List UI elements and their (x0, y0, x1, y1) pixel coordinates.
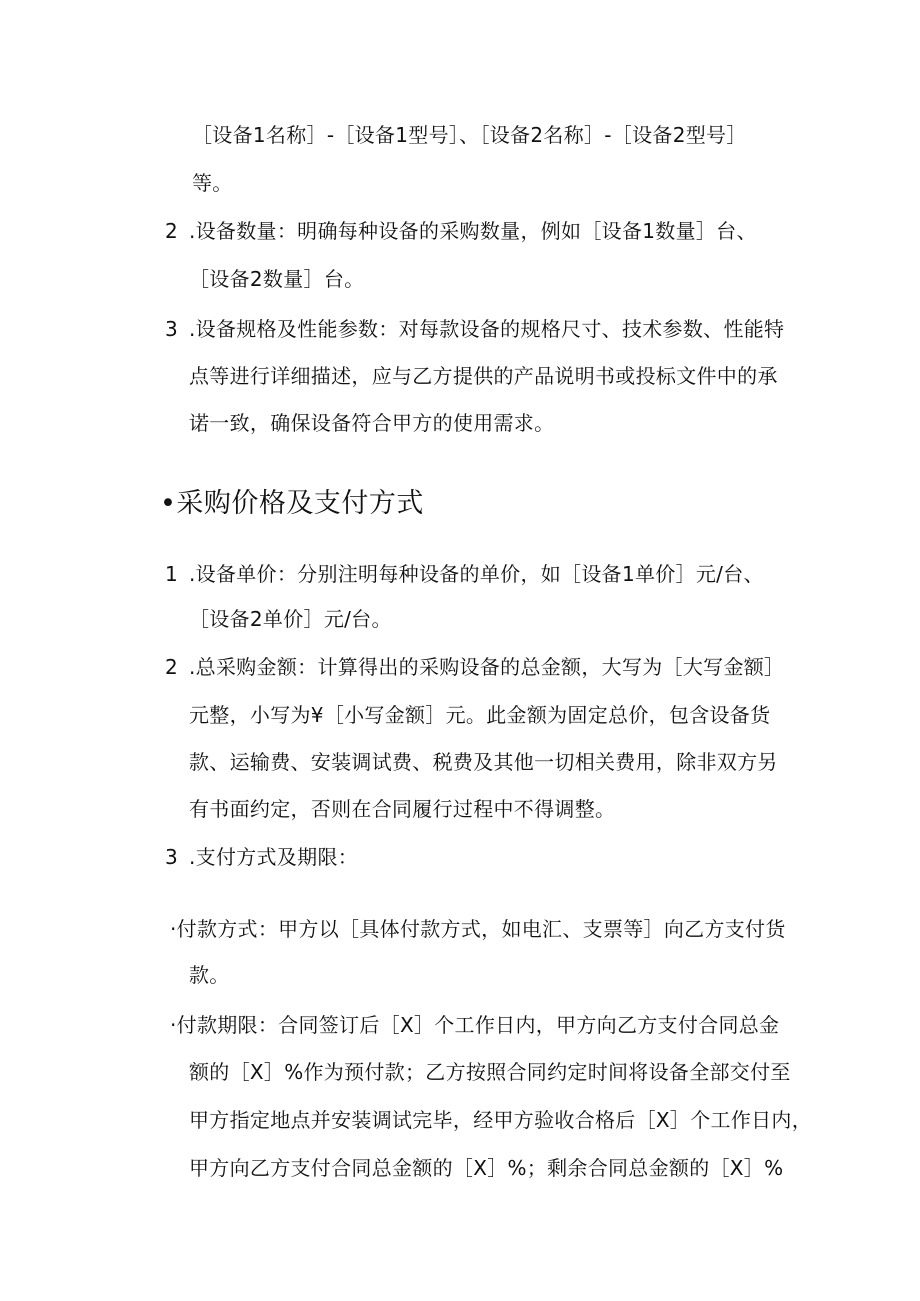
list-item-total-amount-cont: 元整，小写为¥［小写金额］元。此金额为固定总价，包含设备货 (189, 703, 771, 727)
device-list-line-end: 等。 (192, 171, 233, 195)
bullet-payment-schedule-cont: 甲方指定地点并安装调试完毕，经甲方验收合格后［X］个工作日内， (189, 1108, 813, 1132)
list-item-unit-price (165, 560, 764, 588)
list-item-total-amount-cont: 有书面约定，否则在合同履行过程中不得调整。 (189, 797, 616, 821)
list-item-quantity (165, 217, 757, 245)
list-number: 3 (165, 317, 179, 341)
list-item-quantity-cont: ［设备2数量］台。 (189, 267, 365, 291)
list-text: .设备规格及性能参数：对每款设备的规格尺寸、技术参数、性能特 (189, 317, 785, 341)
bullet-payment-method-cont: 款。 (189, 963, 230, 987)
bullet-payment-schedule: ·付款期限：合同签订后［X］个工作日内，甲方向乙方支付合同总金 (170, 1013, 780, 1037)
section-heading: •采购价格及支付方式 (160, 488, 424, 519)
device-list-line: ［设备1名称］-［设备1型号］、［设备2名称］-［设备2型号］ (192, 123, 747, 147)
list-number: 1 (165, 562, 179, 586)
list-item-specs-cont: 点等进行详细描述，应与乙方提供的产品说明书或投标文件中的承 (189, 364, 778, 388)
list-text: .设备数量：明确每种设备的采购数量，例如［设备1数量］台、 (189, 219, 757, 243)
list-item-total-amount (165, 653, 784, 681)
list-number: 2 (165, 219, 179, 243)
list-item-specs (165, 315, 784, 343)
list-item-payment-terms (165, 843, 358, 871)
list-text: .支付方式及期限： (189, 845, 359, 869)
bullet-payment-method: ·付款方式：甲方以［具体付款方式，如电汇、支票等］向乙方支付货 (170, 917, 786, 941)
list-number: 2 (165, 655, 179, 679)
list-item-total-amount-cont: 款、运输费、安装调试费、税费及其他一切相关费用，除非双方另 (189, 750, 778, 774)
list-text: .设备单价：分别注明每种设备的单价，如［设备1单价］元/台、 (189, 562, 764, 586)
bullet-payment-schedule-cont: 甲方向乙方支付合同总金额的［X］%；剩余合同总金额的［X］% (189, 1156, 784, 1180)
bullet-payment-schedule-cont: 额的［X］%作为预付款；乙方按照合同约定时间将设备全部交付至 (189, 1060, 791, 1084)
list-number: 3 (165, 845, 179, 869)
list-text: .总采购金额：计算得出的采购设备的总金额，大写为［大写金额］ (189, 655, 785, 679)
list-item-unit-price-cont: ［设备2单价］元/台。 (189, 607, 392, 631)
list-item-specs-cont: 诺一致，确保设备符合甲方的使用需求。 (189, 411, 555, 435)
